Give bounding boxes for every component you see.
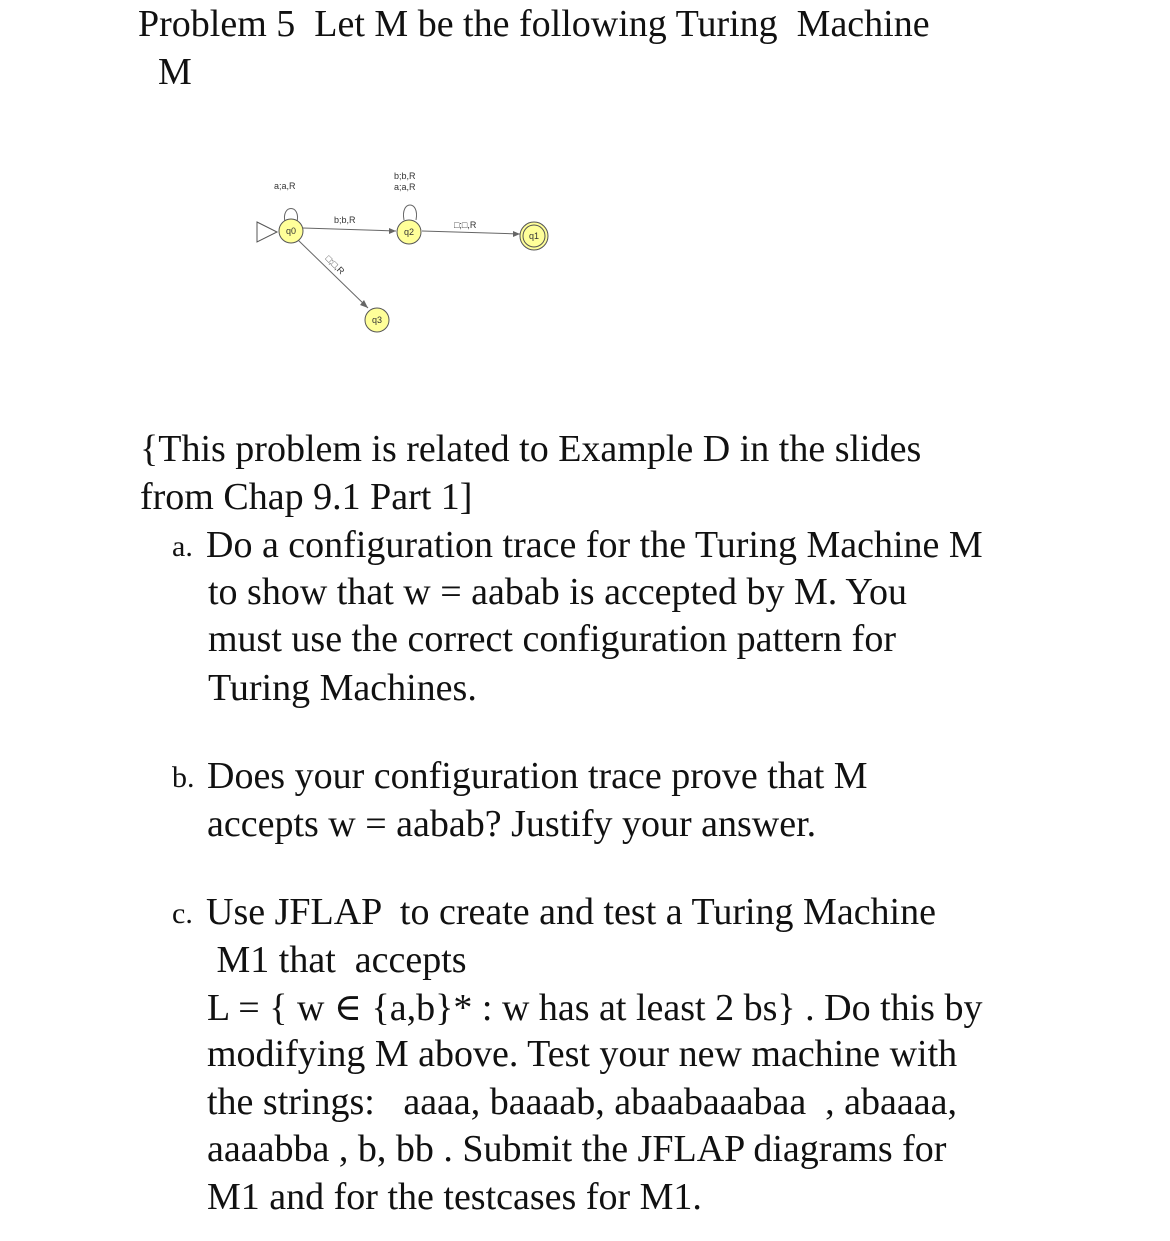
problem-heading: Problem 5 Let M be the following Turing Machine: [138, 3, 930, 45]
state-q2-label: q2: [403, 227, 415, 237]
loop-q2-label-a: a;a,R: [394, 182, 416, 192]
loop-q2: [403, 205, 416, 220]
edge-q2-q1: [422, 231, 520, 234]
edge-q0-q3: [298, 240, 368, 308]
state-q1: [520, 222, 548, 250]
part-c-label: c.: [172, 897, 193, 930]
part-b-line-2: accepts w = aabab? Justify your answer.: [207, 803, 817, 845]
part-a-line-2: to show that w = aabab is accepted by M. You: [208, 571, 907, 613]
turing-machine-diagram: [245, 160, 565, 345]
loop-q0-label: a;a,R: [274, 181, 296, 191]
part-c-line-3: L = { w ∈ {a,b}* : w has at least 2 bs} . Do this by: [207, 987, 983, 1029]
part-c-line-4: modifying M above. Test your new machine with: [207, 1033, 958, 1075]
note-line-1: {This problem is related to Example D in the slides: [140, 428, 922, 470]
state-q2: [397, 220, 421, 244]
part-c-line-2: M1 that accepts: [207, 939, 467, 981]
edge-q0-q3-label: □;□,R: [323, 253, 347, 277]
part-a-line-3: must use the correct configuration pattern for: [208, 618, 896, 660]
part-a-line-4: Turing Machines.: [208, 667, 477, 709]
problem-heading-machine: M: [158, 51, 192, 93]
part-c-line-5: the strings: aaaa, baaaab, abaabaaabaa , abaaaa,: [207, 1081, 958, 1123]
edge-q2-q1-label: □;□,R: [454, 220, 477, 230]
part-a-line-1: Do a configuration trace for the Turing Machine M: [206, 524, 983, 566]
part-b-label: b.: [172, 761, 195, 794]
loop-q2-label-b: b;b,R: [394, 171, 416, 181]
state-q3-label: q3: [371, 315, 383, 325]
state-q0: [279, 219, 303, 243]
state-q3: [365, 308, 389, 332]
edge-q0-q2: [303, 228, 396, 231]
state-q1-label: q1: [528, 231, 540, 241]
part-c-line-7: M1 and for the testcases for M1.: [207, 1176, 702, 1218]
state-q0-label: q0: [285, 226, 297, 236]
part-b-line-1: Does your configuration trace prove that M: [207, 755, 868, 797]
part-a-label: a.: [172, 530, 193, 563]
part-c-line-1: Use JFLAP to create and test a Turing Machine: [206, 891, 936, 933]
part-c-line-6: aaaabba , b, bb . Submit the JFLAP diagrams for: [207, 1128, 947, 1170]
edge-q0-q2-label: b;b,R: [334, 215, 356, 225]
note-line-2: from Chap 9.1 Part 1]: [140, 476, 473, 518]
initial-state-arrow: [257, 222, 277, 242]
